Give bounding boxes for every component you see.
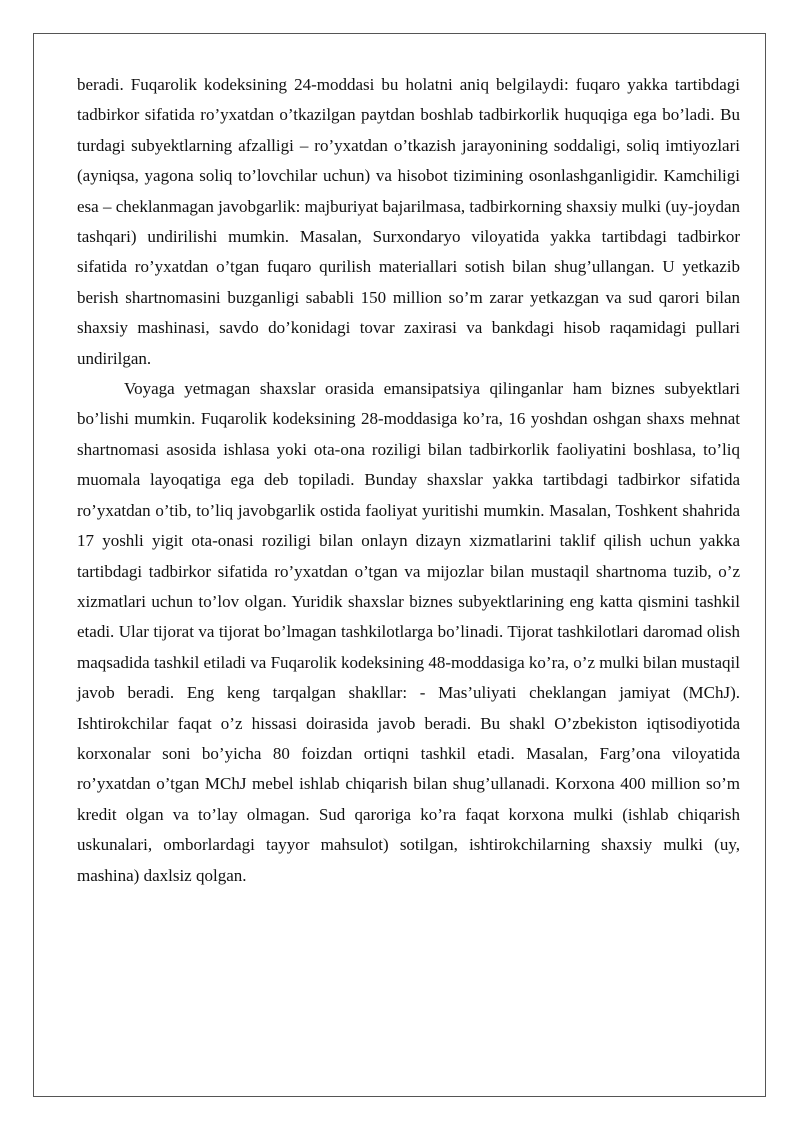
document-body bbox=[77, 70, 740, 891]
paragraph-2: Voyaga yetmagan shaxslar orasida emansipatsiya qilinganlar ham biznes subyektlari bo’lishi mumkin. Fuqarolik kodeksining 28-moddasiga ko’ra, 16 yoshdan oshgan shaxs mehnat shartnomasi asosida ishlasa yoki ota-ona roziligi bilan tadbirkorlik faoliyatini boshlasa, to’liq muomala layoqatiga ega deb topiladi. Bunday shaxslar yakka tartibdagi tadbirkor sifatida ro’yxatdan o’tib, to’liq javobgarlik ostida faoliyat yuritishi mumkin. Masalan, Toshkent shahrida 17 yoshli yigit ota-onasi roziligi bilan onlayn dizayn xizmatlarini taklif qilish uchun yakka tartibdagi tadbirkor sifatida ro’yxatdan o’tgan va mijozlar bilan mustaqil shartnoma tuzib, o’z xizmatlari uchun to’lov olgan. Yuridik shaxslar biznes subyektlarining eng katta qismini tashkil etadi. Ular tijorat va tijorat bo’lmagan tashkilotlarga bo’linadi. Tijorat tashkilotlari daromad olish maqsadida tashkil etiladi va Fuqarolik kodeksining 48-moddasiga ko’ra, o’z mulki bilan mustaqil javob beradi. Eng keng tarqalgan shakllar: - Mas’uliyati cheklangan jamiyat (MChJ). Ishtirokchilar faqat o’z hissasi doirasida javob beradi. Bu shakl O’zbekiston iqtisodiyotida korxonalar soni bo’yicha 80 foizdan ortiqni tashkil etadi. Masalan, Farg’ona viloyatida ro’yxatdan o’tgan MChJ mebel ishlab chiqarish bilan shug’ullanadi. Korxona 400 million so’m kredit olgan va to’lay olmagan. Sud qaroriga ko’ra faqat korxona mulki (ishlab chiqarish uskunalari, omborlardagi tayyor mahsulot) sotilgan, ishtirokchilarning shaxsiy mulki (uy, mashina) daxlsiz qolgan. bbox=[77, 379, 740, 885]
paragraph-1: beradi. Fuqarolik kodeksining 24-moddasi bu holatni aniq belgilaydi: fuqaro yakka tartibdagi tadbirkor sifatida ro’yxatdan o’tkazilgan paytdan boshlab tadbirkorlik huquqiga ega bo’ladi. Bu turdagi subyektlarning afzalligi – ro’yxatdan o’tkazish jarayonining soddaligi, soliq imtiyozlari (ayniqsa, yagona soliq to’lovchilar uchun) va hisobot tizimining osonlashganligidir. Kamchiligi esa – cheklanmagan javobgarlik: majburiyat bajarilmasa, tadbirkorning shaxsiy mulki (uy-joydan tashqari) undirilishi mumkin. Masalan, Surxondaryo viloyatida yakka tartibdagi tadbirkor sifatida ro’yxatdan o’tgan fuqaro qurilish materiallari sotish bilan shug’ullangan. U yetkazib berish shartnomasini buzganligi sababli 150 million so’m zarar yetkazgan va sud qarori bilan shaxsiy mashinasi, savdo do’konidagi tovar zaxirasi va bankdagi hisob raqamidagi pullari undirilgan. bbox=[77, 75, 740, 368]
